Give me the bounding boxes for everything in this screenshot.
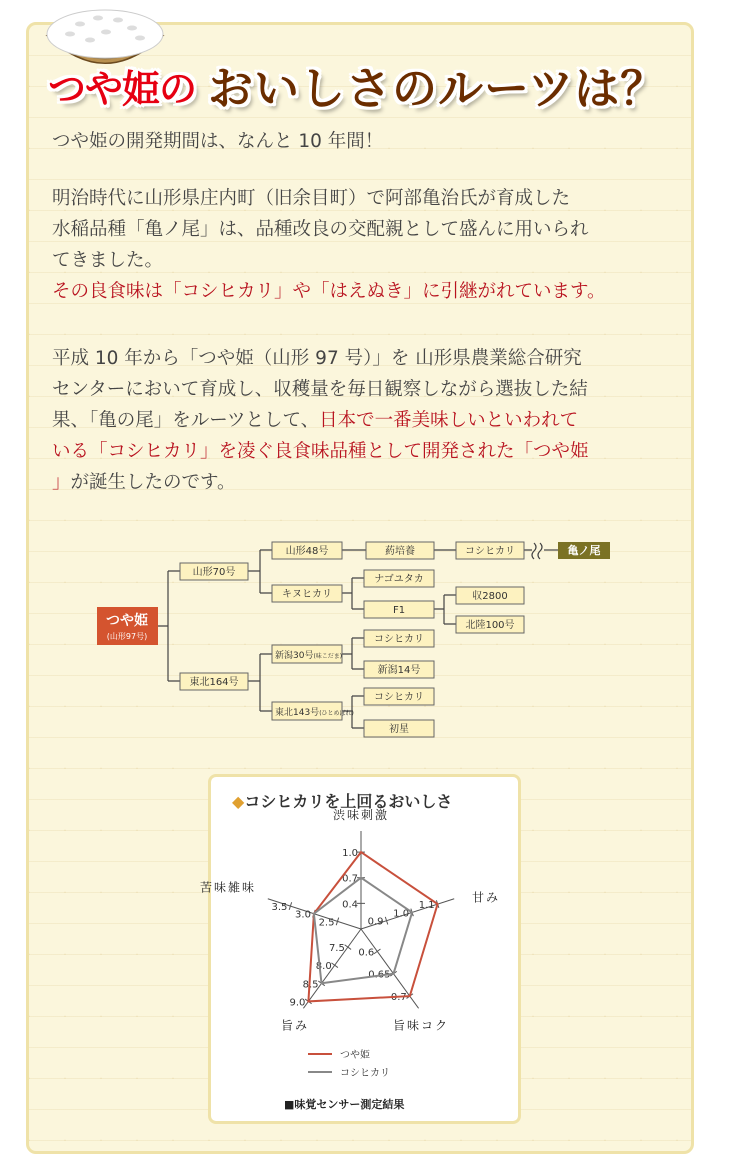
- radar-tick-label: 0.6: [358, 947, 375, 959]
- node-hokuriku100: 北陸100号: [465, 620, 515, 631]
- node-hatsuboshi: 初星: [389, 724, 409, 735]
- legend-label: つや姫: [340, 1050, 370, 1061]
- node-nagoyutaka: ナゴユタカ: [374, 574, 424, 585]
- node-tohoku143: 東北143号(ひとめぼれ): [275, 708, 354, 718]
- node-yamagata70: 山形70号: [192, 567, 236, 578]
- radar-tick-label: 8.5: [302, 979, 319, 991]
- radar-tick-label: 7.5: [328, 943, 345, 955]
- radar-tick-label: 1.0: [342, 848, 358, 860]
- node-kinuhikari: キヌヒカリ: [282, 589, 332, 600]
- development-line: 平成 10 年から「つや姫（山形 97 号）」を 山形県農業総合研究: [52, 348, 582, 369]
- history-line: てきました。: [52, 250, 164, 271]
- node-koshihikari: コシヒカリ: [465, 546, 515, 557]
- node-niigata30: 新潟30号(味こだま): [275, 651, 343, 661]
- intro-text: つや姫の開発期間は、なんと 10 年間！: [52, 131, 384, 152]
- node-shu2800: 収2800: [472, 591, 508, 602]
- node-tohoku164: 東北164号: [189, 677, 239, 688]
- node-f1: F1: [392, 605, 406, 616]
- radar-tick-label: 0.65: [368, 969, 391, 981]
- radar-tick-label: 8.0: [315, 961, 332, 973]
- history-line: 明治時代に山形県庄内町（旧余目町）で阿部亀治氏が育成した: [52, 188, 571, 209]
- node-koshihikari-2: コシヒカリ: [374, 634, 424, 645]
- radar-tick-label: 0.9: [367, 916, 384, 928]
- radar-axis-label: 旨み: [281, 1018, 310, 1033]
- history-paragraph: [52, 183, 606, 307]
- pedigree-root-sub: (山形97号): [106, 632, 148, 641]
- radar-tick-label: 0.4: [342, 899, 358, 911]
- development-line: 」が誕生したのです。: [52, 472, 236, 493]
- radar-axis-label: 甘み: [472, 890, 501, 905]
- chart-title: ◆コシヒカリを上回るおいしさ: [232, 792, 453, 811]
- radar-chart: [199, 774, 521, 1124]
- radar-tick: [331, 963, 337, 968]
- history-line: 水稲品種「亀ノ尾」は、品種改良の交配親として盛んに用いられ: [52, 219, 589, 240]
- node-koshihikari-3: コシヒカリ: [374, 692, 424, 703]
- radar-tick-label: 0.7: [390, 992, 407, 1004]
- development-paragraph: [52, 343, 589, 498]
- chart-footnote: ■味覚センサー測定結果: [284, 1098, 405, 1111]
- title-brand: つや姫の: [48, 67, 197, 111]
- radar-tick: [345, 945, 351, 950]
- node-yamagata48: 山形48号: [285, 546, 329, 557]
- radar-tick-label: 2.5: [318, 917, 335, 929]
- pedigree-root: つや姫: [106, 613, 148, 629]
- history-highlight: その良食味は「コシヒカリ」や「はえぬき」に引継がれています。: [52, 281, 606, 302]
- development-line: いる「コシヒカリ」を凌ぐ良食味品種として開発された「つや姫: [52, 441, 589, 462]
- node-kamenoo: 亀ノ尾: [567, 544, 601, 557]
- radar-tick-label: 3.0: [295, 909, 311, 921]
- node-niigata14: 新潟14号: [377, 665, 421, 676]
- node-yakubaiyo: 葯培養: [385, 546, 415, 557]
- radar-tick-label: 1.1: [418, 900, 435, 912]
- radar-tick-label: 1.0: [393, 908, 410, 920]
- title-main: おいしさのルーツは？: [208, 62, 667, 115]
- radar-tick-label: 9.0: [289, 997, 306, 1009]
- development-line: センターにおいて育成し、収穫量を毎日観察しながら選抜した結: [52, 379, 588, 400]
- radar-tick-label: 0.7: [342, 873, 358, 885]
- pedigree-diagram: [0, 535, 730, 745]
- radar-axis-label: 苦味雑味: [199, 880, 256, 895]
- legend-label: コシヒカリ: [340, 1068, 390, 1079]
- radar-tick-label: 3.5: [271, 902, 288, 914]
- radar-axis-label: 旨味コク: [392, 1018, 449, 1033]
- radar-axis-label: 渋味刺激: [332, 808, 390, 822]
- development-line: 果、「亀の尾」をルーツとして、日本で一番美味しいといわれて: [52, 410, 579, 431]
- radar-tick: [374, 949, 380, 954]
